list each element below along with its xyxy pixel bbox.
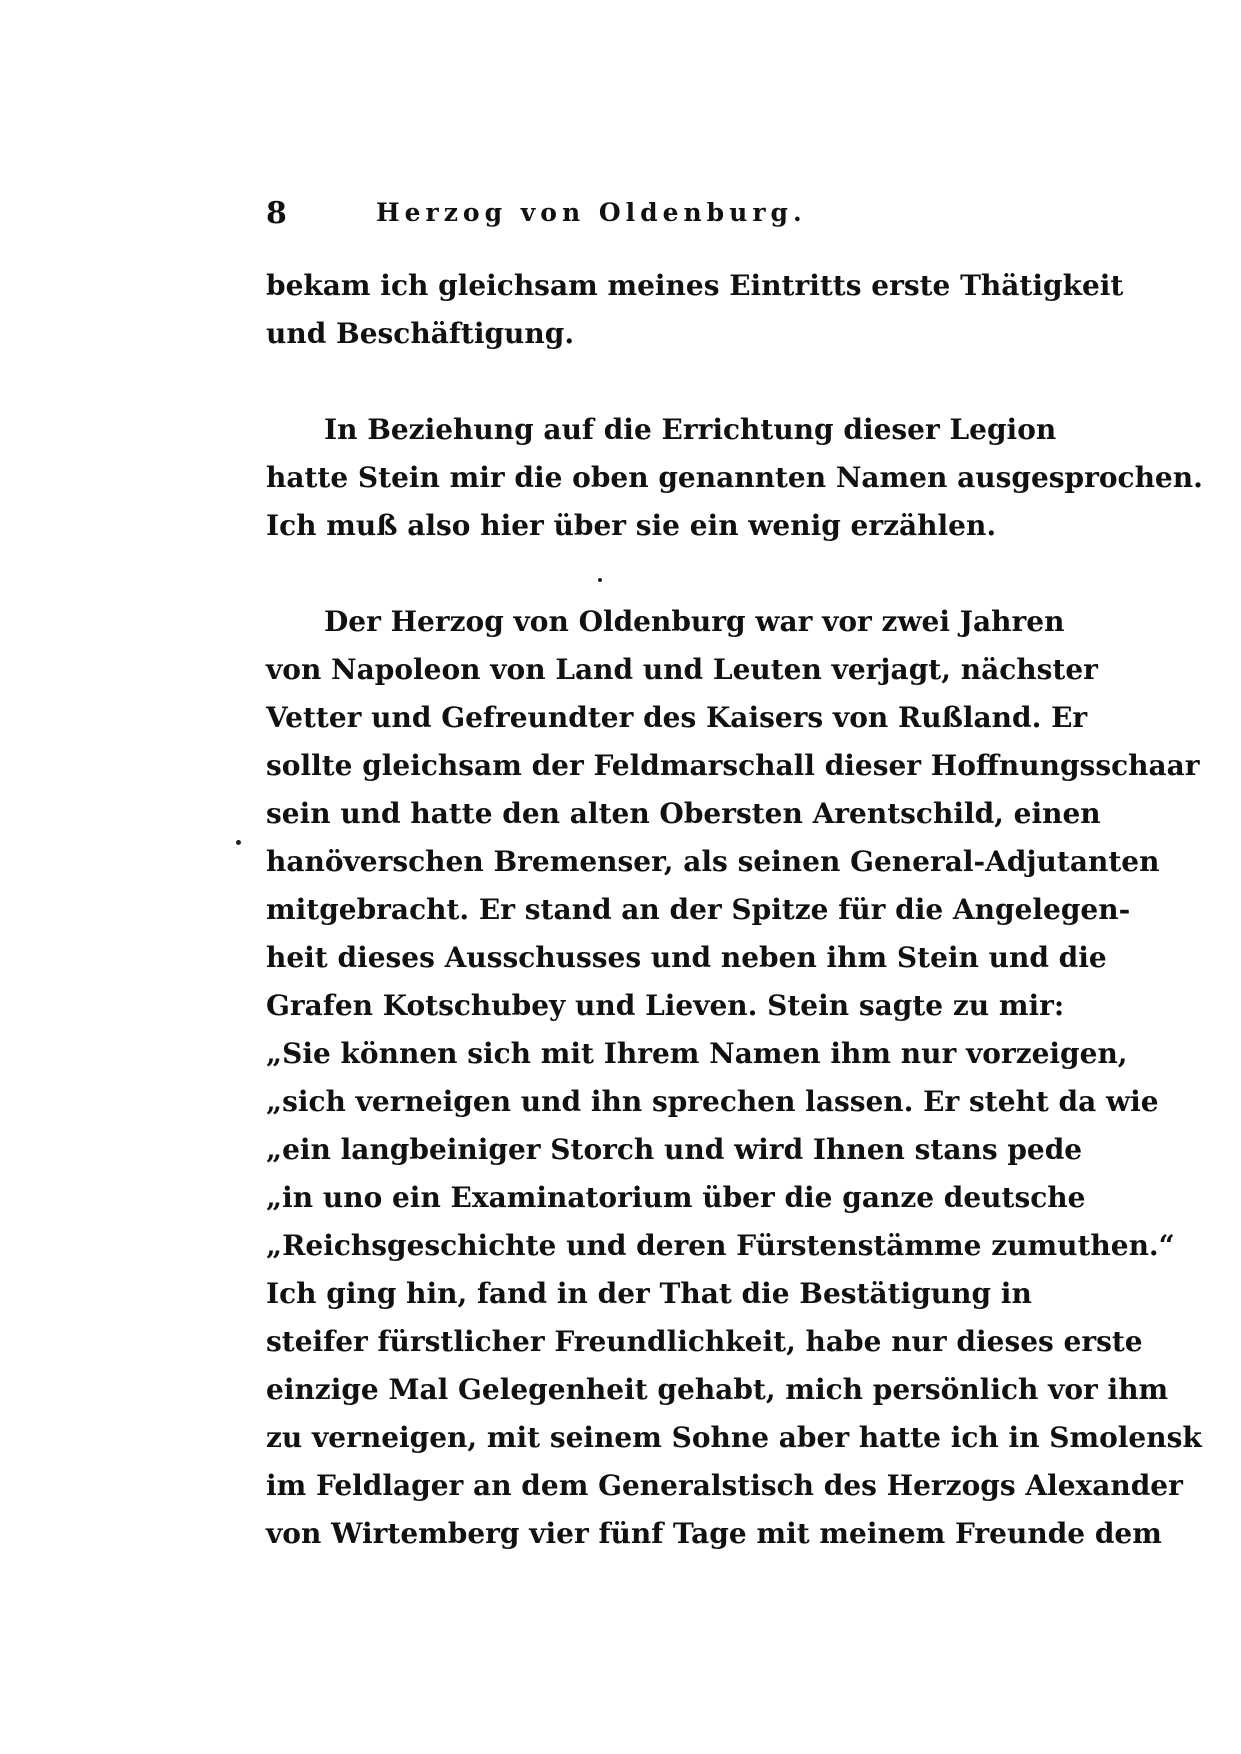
text-line: „ein langbeiniger Storch und wird Ihnen stans pede [266,1133,1083,1166]
text-line: einzige Mal Gelegenheit gehabt, mich persönlich vor ihm [266,1373,1169,1406]
scan-speck [598,578,602,582]
text-line: von Wirtemberg vier fünf Tage mit meinem Freunde dem [266,1517,1162,1550]
text-line: hanöverschen Bremenser, als seinen General-Adjutanten [266,845,1160,878]
text-line: Ich ging hin, fand in der That die Bestätigung in [266,1277,1032,1310]
scan-speck [236,840,241,845]
text-line: „sich verneigen und ihn sprechen lassen. Er steht da wie [266,1085,1159,1118]
text-line: mitgebracht. Er stand an der Spitze für die Angelegen- [266,893,1131,926]
paragraph-gap [266,550,1006,598]
paragraph-gap [266,358,1006,406]
text-line: und Beschäftigung. [266,317,575,350]
text-line: steifer fürstlicher Freundlichkeit, habe nur dieses erste [266,1325,1143,1358]
text-line: Der Herzog von Oldenburg war vor zwei Jahren [324,605,1065,638]
text-line: heit dieses Ausschusses und neben ihm Stein und die [266,941,1107,974]
text-line: bekam ich gleichsam meines Eintritts erste Thätigkeit [266,269,1124,302]
text-line: sein und hatte den alten Obersten Arentschild, einen [266,797,1101,830]
paragraph-2 [266,406,1203,550]
text-line: zu verneigen, mit seinem Sohne aber hatte ich in Smolensk [266,1421,1202,1454]
text-line: „Sie können sich mit Ihrem Namen ihm nur vorzeigen, [266,1037,1128,1070]
text-line: Grafen Kotschubey und Lieven. Stein sagte zu mir: [266,989,1065,1022]
text-line: Ich muß also hier über sie ein wenig erzählen. [266,509,997,542]
text-line: hatte Stein mir die oben genannten Namen ausgesprochen. [266,461,1203,494]
text-line: von Napoleon von Land und Leuten verjagt, nächster [266,653,1098,686]
text-line: In Beziehung auf die Errichtung dieser Legion [324,413,1057,446]
text-line: „in uno ein Examinatorium über die ganze deutsche [266,1181,1086,1214]
running-head: Herzog von Oldenburg. [376,198,807,227]
text-line: „Reichsgeschichte und deren Fürstenstämme zumuthen.“ [266,1229,1175,1262]
page-header [266,196,1006,236]
text-line: Vetter und Gefreundter des Kaisers von Rußland. Er [266,701,1088,734]
page-number: 8 [266,196,287,231]
text-line: im Feldlager an dem Generalstisch des Herzogs Alexander [266,1469,1183,1502]
paragraph-1 [266,262,1124,358]
body-text [266,262,1203,1558]
paragraph-3 [266,598,1202,1558]
text-line: sollte gleichsam der Feldmarschall dieser Hoffnungsschaar [266,749,1200,782]
